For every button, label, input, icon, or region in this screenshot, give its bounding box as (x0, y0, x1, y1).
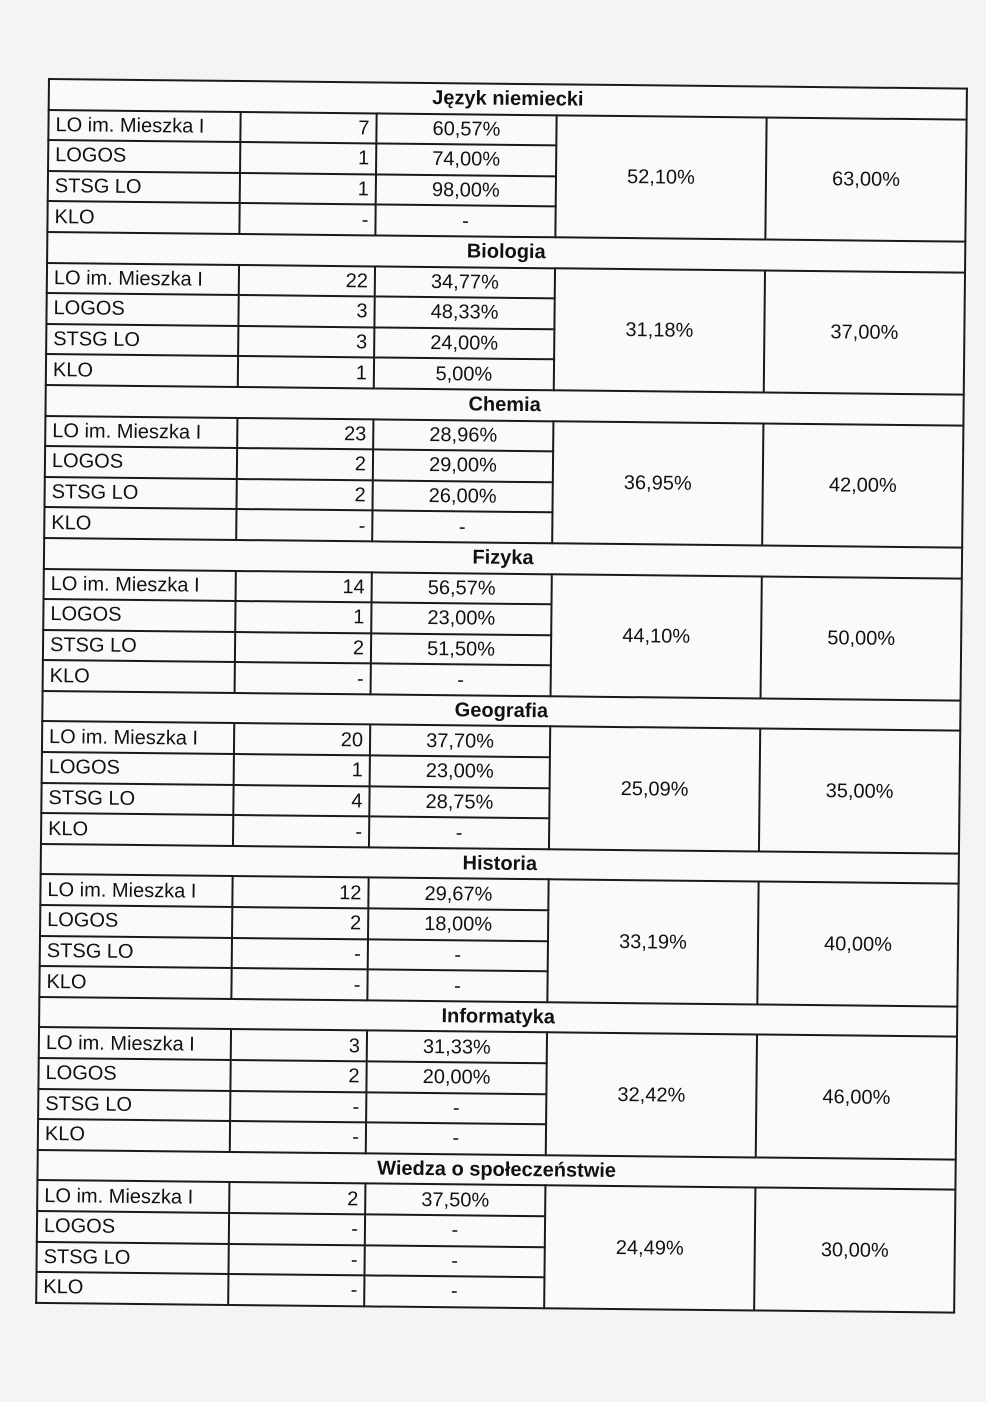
school-result: 31,33% (367, 1031, 547, 1063)
school-name: LOGOS (42, 752, 234, 785)
student-count: 2 (232, 907, 368, 939)
school-name: LOGOS (43, 599, 235, 632)
student-count: 1 (238, 356, 374, 388)
average-result: 24,49% (544, 1186, 755, 1311)
reference-result: 37,00% (764, 270, 965, 394)
student-count: 14 (236, 570, 372, 602)
school-result: 5,00% (374, 358, 554, 390)
average-result: 33,19% (547, 880, 758, 1005)
school-result: - (364, 1276, 544, 1308)
school-result: - (366, 1123, 546, 1155)
school-name: LOGOS (48, 140, 240, 173)
school-name: LO im. Mieszka I (45, 416, 237, 449)
student-count: - (235, 662, 371, 694)
student-count: - (231, 968, 367, 1000)
school-name: STSG LO (36, 1242, 228, 1275)
school-result: 28,75% (369, 786, 549, 818)
student-count: - (230, 1121, 366, 1153)
student-count: 22 (239, 265, 375, 297)
school-name: LO im. Mieszka I (39, 1027, 231, 1060)
school-name: KLO (39, 966, 231, 999)
school-result: 37,70% (370, 725, 550, 757)
school-result: 23,00% (370, 755, 550, 787)
student-count: 3 (238, 326, 374, 358)
student-count: 2 (229, 1182, 365, 1214)
subject-title: Historia (41, 844, 959, 884)
school-result: - (375, 205, 555, 237)
school-result: 98,00% (376, 174, 556, 206)
reference-result: 30,00% (754, 1188, 955, 1312)
student-count: 3 (231, 1029, 367, 1061)
school-result: 60,57% (376, 113, 556, 145)
results-table (35, 78, 968, 1313)
average-result: 36,95% (552, 421, 763, 546)
subject-title: Fizyka (44, 538, 962, 578)
school-name: LO im. Mieszka I (47, 263, 239, 296)
school-result: 48,33% (374, 297, 554, 329)
student-count: 23 (237, 418, 373, 450)
reference-result: 35,00% (759, 729, 960, 853)
school-name: LOGOS (46, 293, 238, 326)
student-count: 3 (238, 295, 374, 327)
school-result: - (371, 664, 551, 696)
student-count: 1 (234, 754, 370, 786)
school-name: LO im. Mieszka I (37, 1180, 229, 1213)
student-count: - (233, 815, 369, 847)
school-result: 37,50% (365, 1184, 545, 1216)
student-count: 12 (232, 876, 368, 908)
school-name: STSG LO (48, 171, 240, 204)
subject-title: Język niemiecki (49, 79, 967, 119)
school-result: 18,00% (368, 908, 548, 940)
school-result: - (369, 817, 549, 849)
subject-title: Wiedza o społeczeństwie (37, 1150, 955, 1190)
school-result: - (364, 1245, 544, 1277)
average-result: 52,10% (555, 115, 766, 240)
student-count: 2 (237, 448, 373, 480)
student-count: 1 (235, 601, 371, 633)
subject-title: Biologia (47, 232, 965, 272)
subject-title: Chemia (45, 385, 963, 425)
student-count: 7 (240, 112, 376, 144)
student-count: 20 (234, 723, 370, 755)
school-name: KLO (36, 1272, 228, 1305)
average-result: 44,10% (551, 574, 762, 699)
school-result: - (366, 1092, 546, 1124)
school-name: LO im. Mieszka I (44, 568, 236, 601)
school-result: 51,50% (371, 633, 551, 665)
school-result: 29,00% (373, 450, 553, 482)
school-result: - (367, 970, 547, 1002)
student-count: 4 (233, 785, 369, 817)
average-result: 32,42% (546, 1033, 757, 1158)
school-name: STSG LO (38, 1089, 230, 1122)
student-count: 1 (240, 173, 376, 205)
school-result: 29,67% (368, 878, 548, 910)
school-name: LO im. Mieszka I (48, 110, 240, 143)
school-result: - (372, 511, 552, 543)
school-result: 56,57% (372, 572, 552, 604)
school-name: LO im. Mieszka I (42, 721, 234, 754)
reference-result: 40,00% (757, 882, 958, 1006)
school-name: STSG LO (40, 936, 232, 969)
school-name: KLO (44, 507, 236, 540)
school-name: STSG LO (41, 783, 233, 816)
student-count: 2 (236, 479, 372, 511)
reference-result: 50,00% (761, 576, 962, 700)
school-result: - (368, 939, 548, 971)
average-result: 31,18% (554, 268, 765, 393)
school-name: LOGOS (40, 905, 232, 938)
school-name: KLO (38, 1119, 230, 1152)
school-name: KLO (43, 660, 235, 693)
school-name: KLO (47, 201, 239, 234)
school-name: KLO (46, 354, 238, 387)
school-name: STSG LO (43, 630, 235, 663)
student-count: - (236, 509, 372, 541)
school-name: STSG LO (46, 324, 238, 357)
reference-result: 46,00% (756, 1035, 957, 1159)
average-result: 25,09% (549, 727, 760, 852)
student-count: - (232, 938, 368, 970)
school-result: - (365, 1214, 545, 1246)
reference-result: 63,00% (765, 117, 966, 241)
student-count: 2 (230, 1060, 366, 1092)
school-result: 20,00% (366, 1061, 546, 1093)
school-name: LO im. Mieszka I (40, 874, 232, 907)
student-count: 1 (240, 142, 376, 174)
school-result: 34,77% (375, 266, 555, 298)
reference-result: 42,00% (762, 423, 963, 547)
student-count: - (229, 1213, 365, 1245)
school-result: 23,00% (371, 603, 551, 635)
school-result: 26,00% (372, 480, 552, 512)
school-name: LOGOS (37, 1211, 229, 1244)
subject-title: Geografia (42, 691, 960, 731)
results-sheet (35, 78, 966, 1313)
subject-title: Informatyka (39, 997, 957, 1037)
student-count: 2 (235, 632, 371, 664)
school-result: 28,96% (373, 419, 553, 451)
school-name: LOGOS (45, 446, 237, 479)
student-count: - (230, 1091, 366, 1123)
school-result: 24,00% (374, 327, 554, 359)
school-name: STSG LO (45, 477, 237, 510)
school-name: LOGOS (38, 1058, 230, 1091)
school-result: 74,00% (376, 144, 556, 176)
student-count: - (228, 1274, 364, 1306)
school-name: KLO (41, 813, 233, 846)
student-count: - (239, 203, 375, 235)
student-count: - (228, 1244, 364, 1276)
